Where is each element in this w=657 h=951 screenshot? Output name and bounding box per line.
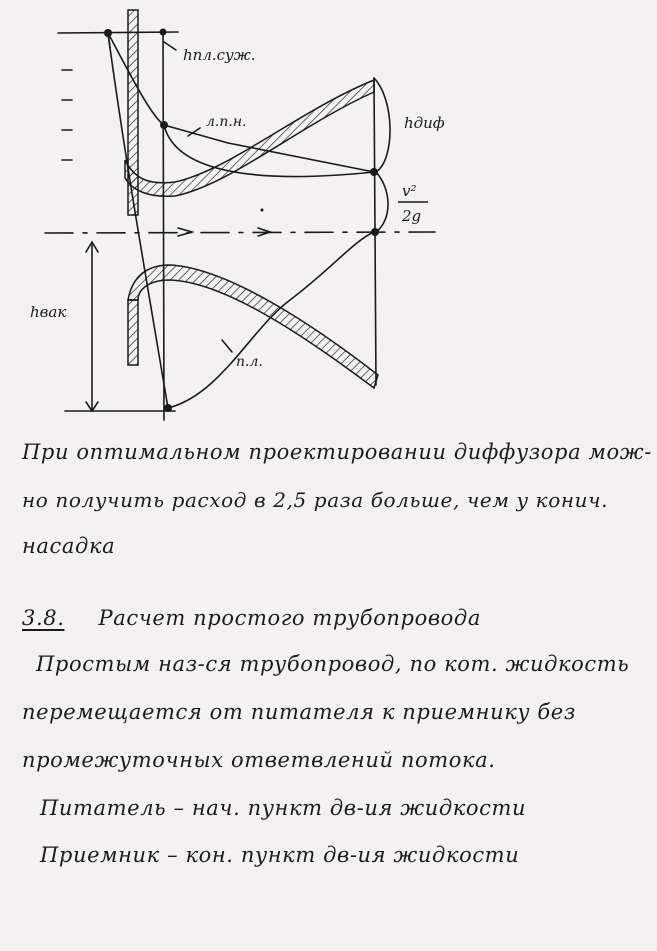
h-diff-brace bbox=[374, 78, 390, 172]
upper-diffuser-wall bbox=[125, 80, 374, 196]
v2-brace bbox=[376, 172, 388, 232]
label-p-l: п.л. bbox=[236, 354, 263, 370]
section-heading bbox=[22, 606, 481, 630]
text-line-1: При оптимальном проектировании диффузора мож- bbox=[22, 440, 652, 464]
label-l-p-n: л.п.н. bbox=[206, 114, 247, 130]
node-surface-right bbox=[160, 29, 167, 36]
node-outlet-energy bbox=[370, 168, 378, 176]
section-title: Расчет простого трубопровода bbox=[98, 606, 481, 630]
label-2g: 2g bbox=[402, 207, 422, 225]
label-h-vak: hвак bbox=[30, 303, 67, 321]
diffuser-pressure-diagram bbox=[0, 0, 657, 430]
body-line-5: Приемник – кон. пункт дв-ия жидкости bbox=[40, 843, 520, 867]
text-line-2: но получить расход в 2,5 раза больше, чем у конич. bbox=[22, 488, 609, 512]
label-v2: v² bbox=[402, 182, 417, 200]
node-throat-energy bbox=[160, 121, 168, 129]
text-line-3: насадка bbox=[22, 534, 116, 558]
node-outlet-axis bbox=[371, 228, 379, 236]
body-line-3: промежуточных ответвлений потока. bbox=[22, 748, 496, 772]
body-line-2: перемещается от питателя к приемнику без bbox=[22, 700, 576, 724]
body-line-1: Простым наз-ся трубопровод, по кот. жидкость bbox=[36, 652, 630, 676]
label-h-pl-szh: hпл.суж. bbox=[183, 46, 256, 64]
section-line-throat bbox=[163, 30, 164, 420]
section-number: 3.8. bbox=[22, 606, 65, 630]
node-surface-left bbox=[104, 29, 112, 37]
label-h-diff: hдиф bbox=[404, 114, 445, 132]
node-throat-bottom bbox=[164, 404, 172, 412]
lower-inlet-wall bbox=[128, 300, 138, 365]
body-line-4: Питатель – нач. пункт дв-ия жидкости bbox=[40, 796, 527, 820]
